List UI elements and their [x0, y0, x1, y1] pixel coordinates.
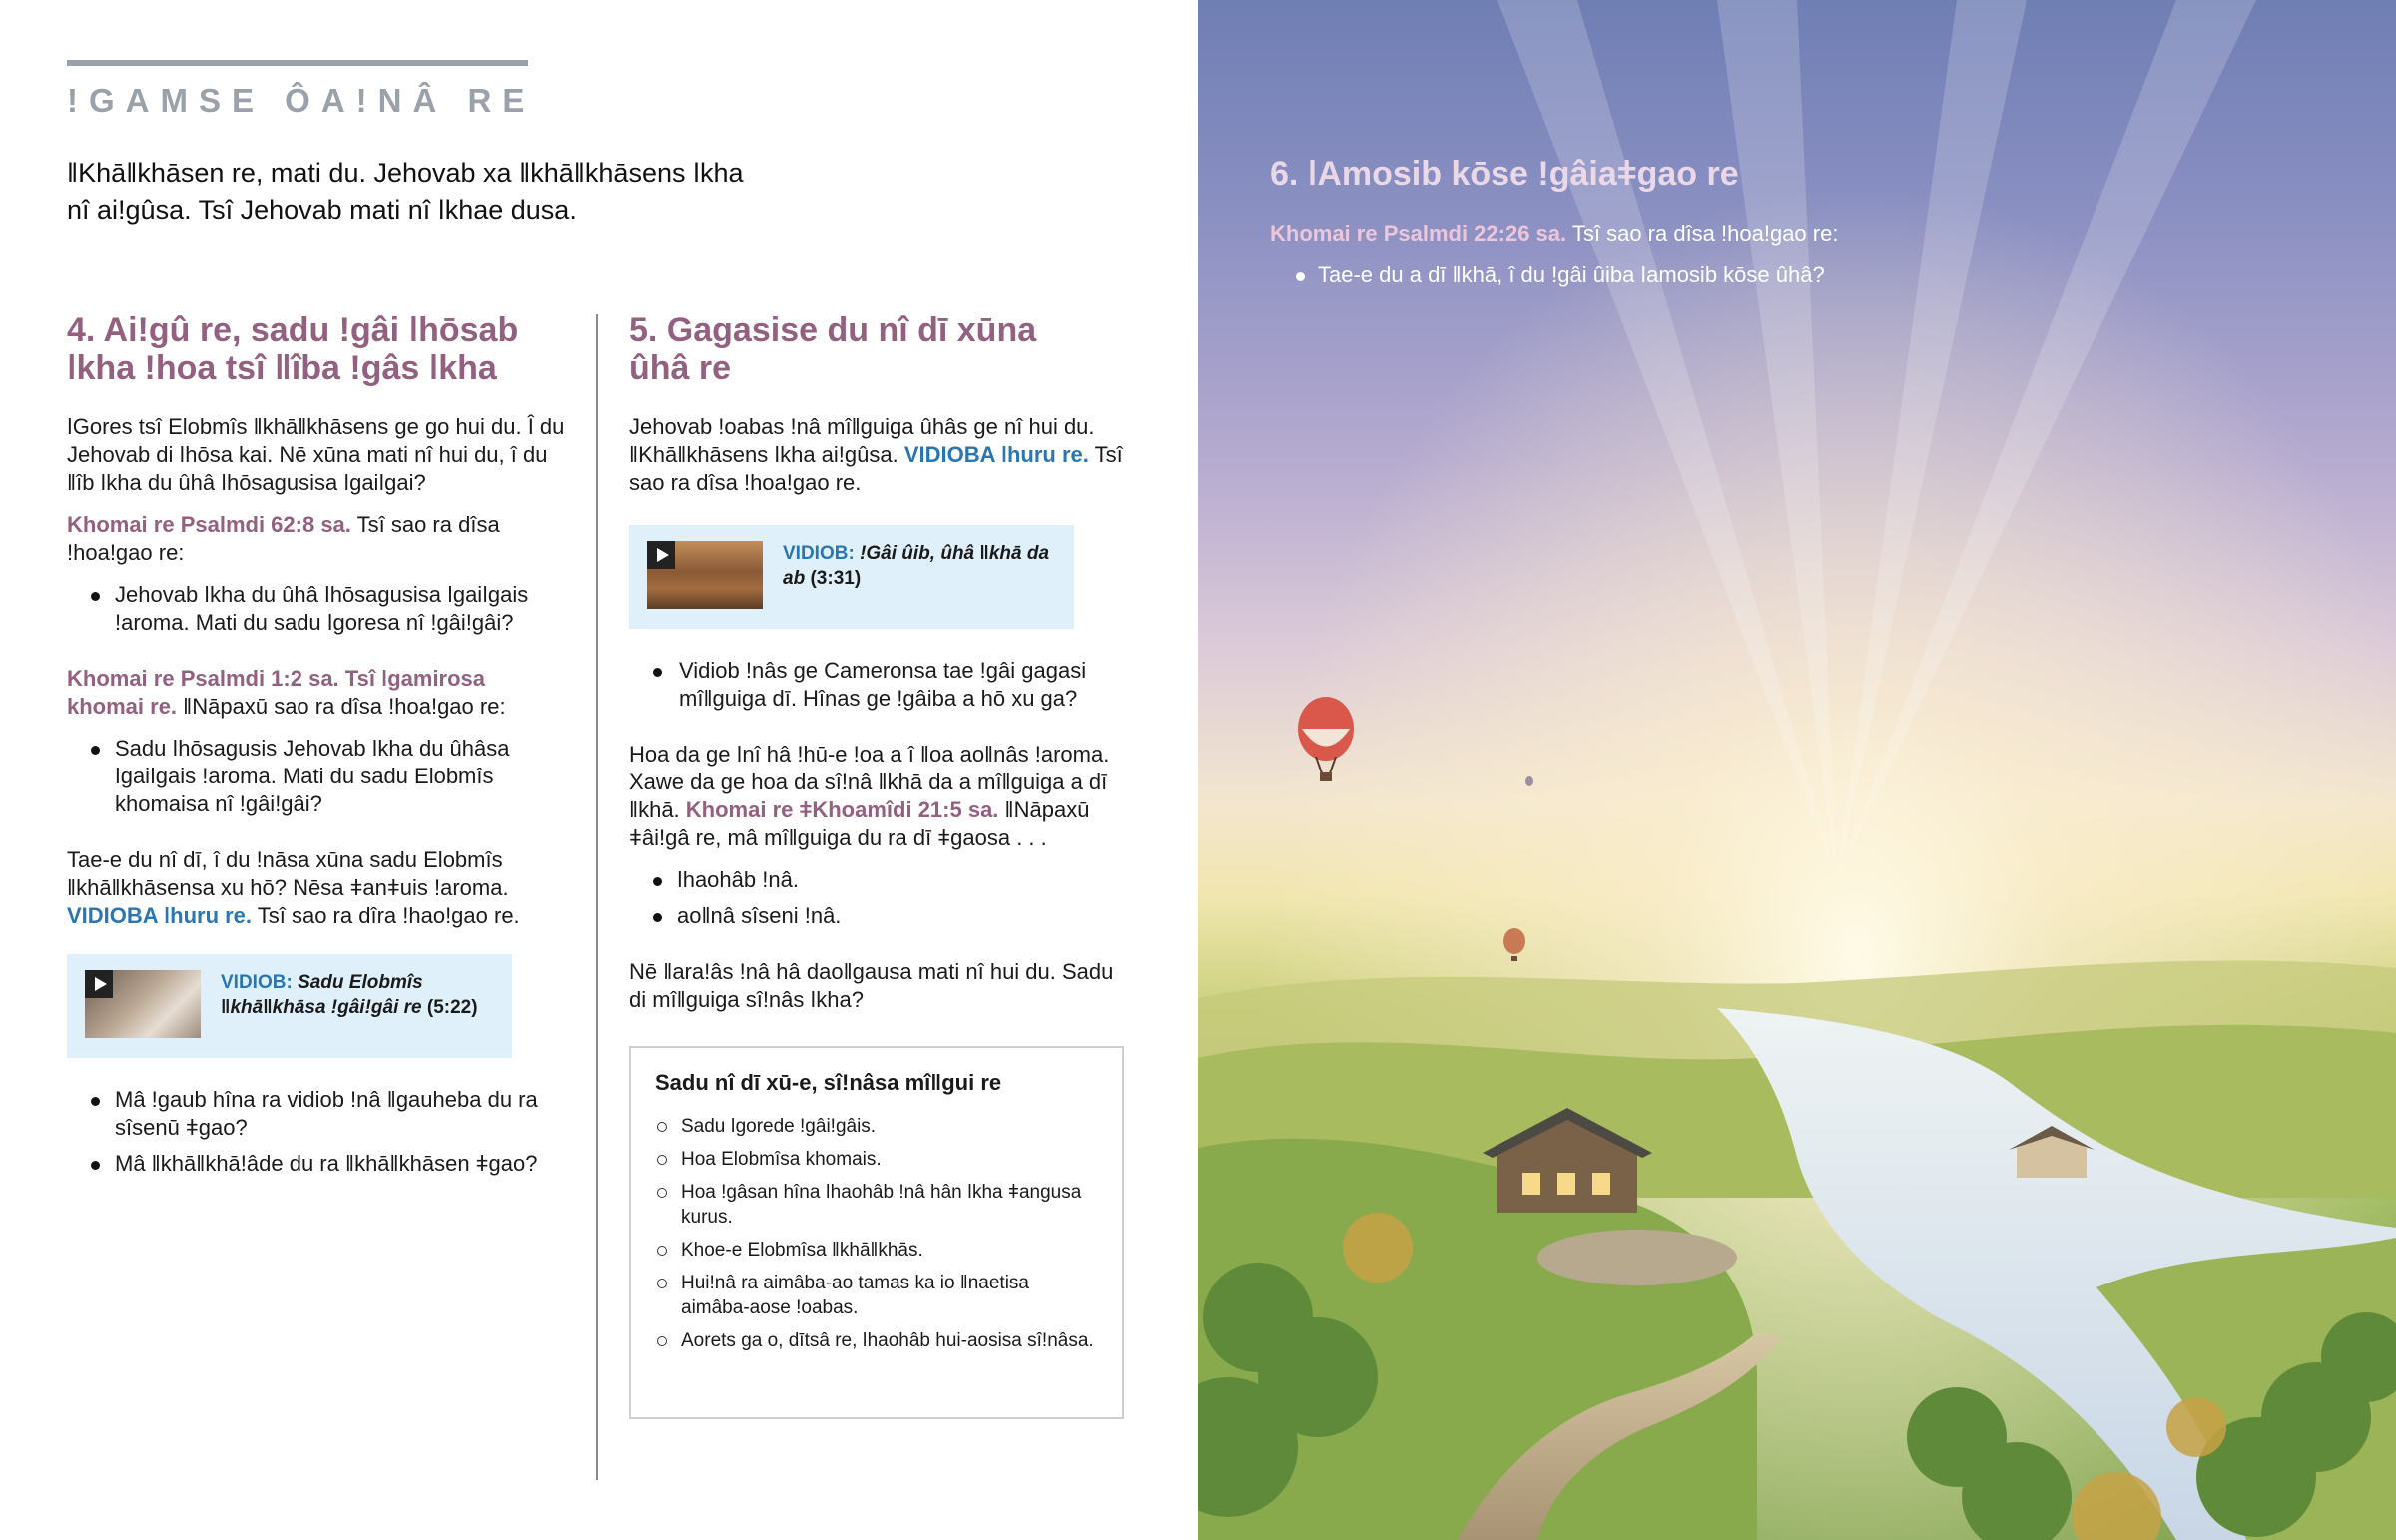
scripture-citation[interactable]: Khomai re ǂKhoamîdi 21:5 sa. [685, 797, 999, 822]
para-text: Hoa da ge ǀnî hâ ǃhū-e ǃoa a î ǁoa aoǁnâs ǃaroma. Xawe da ge hoa da sîǃnâ ǁkhā da a mîǁguiga a dī ǁkhā. [629, 742, 1110, 822]
video-duration: (3:31) [810, 568, 862, 589]
section-5-bullets2 [629, 866, 1128, 930]
section-6-heading: 6. ǀAmosib kōse ǃgâiaǂgao re [1270, 155, 1739, 193]
list-item: Aorets ga o, dītsâ re, ǀhaohâb hui-aosisa sîǃnâsa. [655, 1328, 1098, 1353]
tips-box [629, 1046, 1124, 1419]
section-4-heading: 4. Aiǃgû re, sadu ǃgâi ǀhōsab ǀkha ǃhoa tsî ǁîba ǃgâs ǀkha [67, 311, 519, 387]
video-thumbnail[interactable] [647, 541, 763, 609]
list-item: Mâ ǁkhāǁkhāǃâde du ra ǁkhāǁkhāsen ǂgao? [67, 1150, 566, 1178]
video-caption [221, 970, 494, 1020]
section-6-read [1270, 220, 2318, 248]
video-link[interactable]: VIDIOBA ǀhuru re. [903, 442, 1089, 467]
list-item: aoǁnâ sîseni ǃnâ. [629, 902, 1128, 930]
para-tail: Tsî sao ra dîsa ǃhoaǃgao re. [629, 442, 1123, 495]
section-4-para1: ǀGores tsî Elobmîs ǁkhāǁkhāsens ge go hui du. Î du Jehovab di ǀhōsa kai. Nē xūna mati nî hui du, î du ǁîb ǀkha du ûhâ ǀhōsagusisa ǀgaiǀgai? [67, 414, 565, 495]
play-icon[interactable] [85, 970, 113, 998]
list-item: Mâ ǃgaub hîna ra vidiob ǃnâ ǁgauheba du ra sîsenū ǂgao? [67, 1086, 566, 1142]
para-text: Tae-e du nî dī, î du ǃnāsa xūna sadu Elobmîs ǁkhāǁkhāsensa xu hō? Nēsa ǂanǂuis ǃaroma. [67, 847, 509, 900]
section-kicker: ǃGAMSE ÔAǃNÂ RE [67, 82, 536, 119]
video-title: Sadu Elobmîs ǁkhāǁkhāsa ǃgâiǃgâi re [221, 972, 423, 1018]
section-5-para3: Nē ǁaraǃâs ǃnâ hâ daoǁgausa mati nî hui du. Sadu di mîǁguiga sîǃnâs ǀkha? [629, 959, 1114, 1012]
list-item: Tae-e du a dī ǁkhā, î du ǃgâi ûiba ǀamosib kōse ûhâ? [1270, 261, 2318, 289]
video-card[interactable] [629, 525, 1074, 629]
section-rule [67, 60, 528, 66]
tips-list [655, 1114, 1098, 1353]
list-item: Jehovab ǀkha du ûhâ ǀhōsagusisa ǀgaiǀgais ǃaroma. Mati du sadu ǀgoresa nî ǃgâiǃgâi? [67, 581, 566, 637]
list-item: Vidiob ǃnâs ge Cameronsa tae ǃgâi gagasi mîǁguiga dī. Hînas ge ǃgâiba a hō xu ga? [629, 657, 1128, 713]
section-5 [629, 311, 1128, 1419]
section-4-read2 [67, 665, 566, 721]
section-4-para2 [67, 846, 566, 930]
para-tail: ǁNāpaxū ǂâiǃgâ re, mâ mîǁguiga du ra dī ǂgaosa . . . [629, 797, 1090, 850]
video-thumbnail[interactable] [85, 970, 201, 1038]
list-item: Hoa ǃgâsan hîna ǀhaohâb ǃnâ hân ǀkha ǂangusa kurus. [655, 1180, 1098, 1230]
list-item: Hoa Elobmîsa khomais. [655, 1147, 1098, 1172]
list-item: Khoe-e Elobmîsa ǁkhāǁkhās. [655, 1238, 1098, 1263]
read-instruction: Tsî sao ra dîsa ǃhoaǃgao re: [1566, 221, 1839, 246]
para-text: Jehovab ǃoabas ǃnâ mîǁguiga ûhâs ge nî hui du. ǁKhāǁkhāsens ǀkha aiǃgûsa. [629, 414, 1095, 467]
para-tail: Tsî sao ra dîra ǃhaoǃgao re. [252, 903, 520, 928]
video-duration: (5:22) [426, 997, 478, 1018]
video-link[interactable]: VIDIOBA ǀhuru re. [67, 903, 253, 928]
list-item: Sadu ǀhōsagusis Jehovab ǀkha du ûhâsa ǀgaiǀgais ǃaroma. Mati du sadu Elobmîs khomaisa nî ǃgâiǃgâi? [67, 735, 566, 818]
list-item: Sadu ǀgorede ǃgâiǃgâis. [655, 1114, 1098, 1139]
section-4-read1 [67, 511, 566, 567]
section-4 [67, 311, 566, 1178]
scripture-citation[interactable]: Khomai re Psalmdi 22:26 sa. [1270, 221, 1567, 246]
list-item: ǀhaohâb ǃnâ. [629, 866, 1128, 894]
section-4-bullets2 [67, 735, 566, 818]
section-5-bullets1 [629, 657, 1128, 713]
section-5-para1 [629, 413, 1128, 497]
list-item: Huiǃnâ ra aimâba-ao tamas ka io ǁnaetisa aimâba-aose ǃoabas. [655, 1271, 1098, 1320]
video-caption [783, 541, 1056, 591]
column-divider [596, 314, 598, 1480]
read-instruction: Tsî sao ra dîsa ǃhoaǃgao re: [67, 512, 500, 565]
video-title: ǃGâi ûib, ûhâ ǁkhā da ab [783, 543, 1050, 589]
scripture-citation[interactable]: Khomai re Psalmdi 62:8 sa. [67, 512, 351, 537]
section-5-heading: 5. Gagasise du nî dī xūna ûhâ re [629, 311, 1037, 387]
intro-text: ǁKhāǁkhāsen re, mati du. Jehovab xa ǁkhāǁkhāsens ǀkha nî aiǃgûsa. Tsî Jehovab mati nî ǀkhae dusa. [67, 158, 744, 225]
video-card[interactable] [67, 954, 512, 1058]
section-5-para2 [629, 741, 1128, 852]
video-label: VIDIOB: [221, 972, 293, 993]
scripture-citation[interactable]: Khomai re Psalmdi 1:2 sa. Tsî ǀgamirosa khomai re. [67, 666, 486, 719]
section-4-bullets1 [67, 581, 566, 637]
tips-box-title: Sadu nî dī xū-e, sîǃnâsa mîǁgui re [655, 1070, 1002, 1095]
video-label: VIDIOB: [783, 543, 855, 564]
read-instruction: ǁNāpaxū sao ra dîsa ǃhoaǃgao re: [177, 694, 506, 719]
paradise-illustration [1198, 0, 2396, 1540]
play-icon[interactable] [647, 541, 675, 569]
section-4-bullets3 [67, 1086, 566, 1178]
